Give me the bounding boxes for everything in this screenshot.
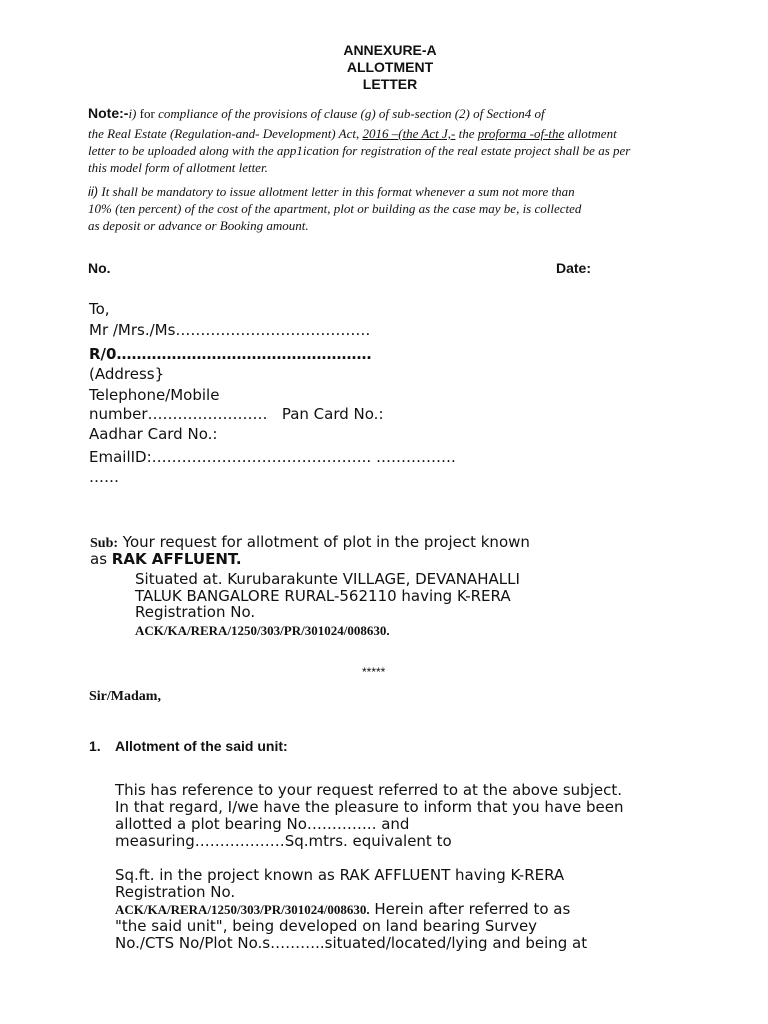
note-i-marker: i) bbox=[128, 106, 137, 121]
note-i-text2e: allotment bbox=[564, 126, 617, 141]
salutation: Sir/Madam, bbox=[89, 689, 161, 704]
note-i-text2b: 2016 –(the Act J,- bbox=[362, 126, 456, 141]
section1-p2-line1: Sq.ft. in the project known as RAK AFFLUENT having K-RERA bbox=[115, 866, 565, 884]
subject-prefix: as bbox=[90, 550, 112, 568]
section1-p2-line4: "the said unit", being developed on land bearing Survey bbox=[115, 917, 538, 935]
note-i-text2d: proforma -of-the bbox=[477, 126, 565, 141]
doc-title-line3: LETTER bbox=[362, 76, 418, 92]
section1-p1-line1: This has reference to your request referred to at the above subject. bbox=[115, 781, 622, 799]
addr-ro: R/0…………………………………………… bbox=[89, 345, 372, 363]
subject-situated-line2: TALUK BANGALORE RURAL-562110 having K-RERA bbox=[135, 587, 511, 605]
note-i-text2c: the bbox=[455, 126, 478, 141]
section1-p2-line3 bbox=[115, 901, 570, 919]
note-item-ii-line1 bbox=[88, 183, 758, 200]
separator-stars: ***** bbox=[362, 665, 386, 679]
subject-label: Sub: bbox=[90, 536, 119, 551]
note-i-text2a: the Real Estate (Regulation-and- Development) Act, bbox=[88, 126, 363, 141]
subject-situated-line1: Situated at. Kurubarakunte VILLAGE, DEVANAHALLI bbox=[135, 570, 520, 588]
section1-p1-line4: measuring………………Sq.mtrs. equivalent to bbox=[115, 832, 452, 850]
note-item-i-line4: this model form of allotment letter. bbox=[88, 160, 268, 175]
letter-no-label: No. bbox=[88, 260, 111, 276]
section1-p1-line3: allotted a plot bearing No………….. and bbox=[115, 815, 410, 833]
section1-reg-no: ACK/KA/RERA/1250/303/PR/301024/008630. bbox=[115, 902, 370, 917]
section1-title: Allotment of the said unit: bbox=[115, 738, 288, 754]
subject-text1: Your request for allotment of plot in the project known bbox=[118, 533, 530, 551]
subject-situated-line3: Registration No. bbox=[135, 603, 256, 621]
note-ii-marker: ii) bbox=[88, 184, 99, 199]
note-item-i-line3: letter to be uploaded along with the app1ication for registration of the real estate project shall be as per bbox=[88, 143, 631, 158]
addr-address: (Address} bbox=[89, 365, 165, 383]
addr-aadhar: Aadhar Card No.: bbox=[89, 425, 218, 443]
letter-date-label: Date: bbox=[556, 260, 592, 276]
addr-phone-line2: number…………………… Pan Card No.: bbox=[89, 405, 384, 423]
section1-p2-line5: No./CTS No/Plot No.s………..situated/located/lying and being at bbox=[115, 934, 588, 952]
subject-line2 bbox=[90, 550, 242, 568]
addr-email: EmailID:…………………………………….. ……………. bbox=[89, 448, 456, 466]
note-item-ii-line2: 10% (ten percent) of the cost of the apartment, plot or building as the case may be, is collected bbox=[88, 201, 582, 216]
addr-phone-line1: Telephone/Mobile bbox=[89, 386, 220, 404]
section1-number: 1. bbox=[89, 738, 101, 754]
section1-p2-line2: Registration No. bbox=[115, 883, 236, 901]
doc-title-line2: ALLOTMENT bbox=[346, 59, 434, 75]
addr-email-cont: …… bbox=[89, 468, 119, 486]
note-ii-text1: It shall be mandatory to issue allotment letter in this format whenever a sum not more than bbox=[98, 184, 575, 199]
note-item-i-line2 bbox=[88, 125, 758, 142]
section1-p1-line2: In that regard, I/we have the pleasure to inform that you have been bbox=[115, 798, 624, 816]
section1-p2-line3-rest: Herein after referred to as bbox=[369, 900, 571, 918]
note-label: Note:- bbox=[88, 105, 129, 121]
note-item-ii-line3: as deposit or advance or Booking amount. bbox=[88, 218, 309, 233]
addr-to: To, bbox=[89, 300, 110, 318]
addr-name: Mr /Mrs./Ms………………………………… bbox=[89, 321, 371, 339]
note-item-i-line1 bbox=[88, 105, 748, 122]
doc-title-line1: ANNEXURE-A bbox=[343, 42, 437, 58]
note-i-text1: compliance of the provisions of clause (g) of sub-section (2) of Section4 of bbox=[158, 106, 545, 121]
note-i-for: for bbox=[136, 106, 159, 121]
subject-reg-no: ACK/KA/RERA/1250/303/PR/301024/008630. bbox=[135, 623, 390, 638]
subject-project-name: RAK AFFLUENT. bbox=[111, 550, 242, 568]
